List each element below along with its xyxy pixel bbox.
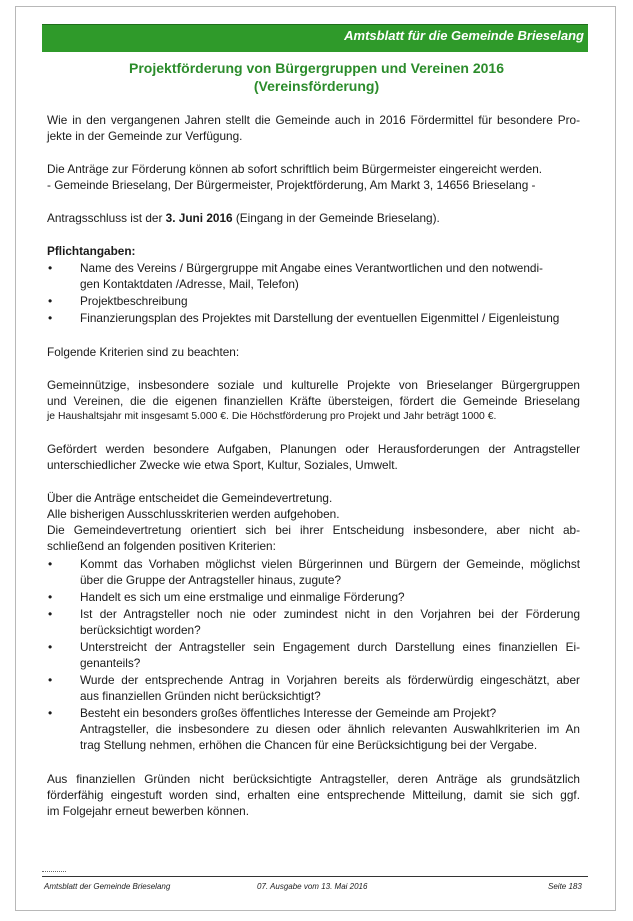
closing-line-1: Aus finanziellen Gründen nicht berücksichtigte Antragsteller, deren Anträge als grundsätzlich — [47, 772, 580, 786]
required-item-2: Projektbeschreibung — [80, 294, 188, 308]
deadline-date: 3. Juni 2016 — [165, 211, 233, 225]
positive-item-3-line-2: berücksichtigt worden? — [80, 623, 201, 637]
bullet — [48, 606, 52, 622]
bullet — [48, 589, 52, 605]
positive-item-1-line-2: über die Gruppe der Antragsteller hinaus, zugute? — [80, 573, 342, 587]
special-line-2: unterschiedlicher Zwecke wie etwa Sport, Kultur, Soziales, Umwelt. — [47, 458, 398, 472]
header-banner — [42, 24, 588, 52]
positive-item-5-line-2: aus finanziellen Gründen nicht berücksichtigt? — [80, 689, 321, 703]
bullet — [48, 310, 52, 326]
footer-tick — [42, 871, 66, 872]
bullet — [48, 293, 52, 309]
closing-line-3: im Folgejahr erneut bewerben können. — [47, 804, 249, 818]
required-item-1-line-2: gen Kontaktdaten /Adresse, Mail, Telefon) — [80, 277, 299, 291]
funding-line-3: je Haushaltsjahr mit insgesamt 5.000 €. Die Höchstförderung pro Projekt und Jahr beträgt 1000 €. — [47, 411, 497, 422]
bullet — [48, 639, 52, 655]
bullet — [48, 556, 52, 572]
positive-item-3-line-1: Ist der Antragsteller noch nie oder zumindest nicht in den Vorjahren bei der Förderung — [80, 607, 580, 621]
article-subtitle: (Vereinsförderung) — [253, 78, 380, 94]
decision-line-1: Über die Anträge entscheidet die Gemeindevertretung. — [47, 491, 333, 505]
closing-line-2: förderfähig eingestuft worden sind, erhalten eine entsprechende Mitteilung, damit sie sich ggf. — [47, 788, 580, 802]
positive-item-6-line-3: trag Stellung nehmen, erhöhen die Chancen für eine Berücksichtigung bei der Vergabe. — [80, 738, 538, 752]
funding-line-1: Gemeinnützige, insbesondere soziale und kulturelle Projekte von Brieselanger Bürgergruppen — [47, 378, 580, 392]
decision-line-2: Alle bisherigen Ausschlusskriterien werden aufgehoben. — [47, 507, 340, 521]
criteria-intro: Folgende Kriterien sind zu beachten: — [47, 345, 240, 359]
intro-line-1: Wie in den vergangenen Jahren stellt die Gemeinde auch in 2016 Fördermittel für besondere Pro- — [47, 113, 580, 127]
required-item-3: Finanzierungsplan des Projektes mit Darstellung der eventuellen Eigenmittel / Eigenleistung — [80, 311, 560, 325]
footer-rule — [42, 876, 588, 877]
application-address: - Gemeinde Brieselang, Der Bürgermeister, Projektförderung, Am Markt 3, 14656 Brieselang - — [47, 178, 536, 192]
positive-item-6-line-1: Besteht ein besonders großes öffentliches Interesse der Gemeinde am Projekt? — [80, 706, 497, 720]
article-title: Projektförderung von Bürgergruppen und Vereinen 2016 — [129, 60, 504, 76]
funding-line-2: und Vereinen, die die eigenen finanziellen Kräfte übersteigen, fördert die Gemeinde Brieselang — [47, 394, 580, 408]
application-line-1: Die Anträge zur Förderung können ab sofort schriftlich beim Bürgermeister eingereicht werden. — [47, 162, 543, 176]
positive-item-6-line-2: Antragsteller, die insbesondere zu diesen oder ähnlich relevanten Auswahlkriterien im An — [80, 722, 580, 736]
bullet — [48, 260, 52, 276]
intro-line-2: jekte in der Gemeinde zur Verfügung. — [47, 129, 243, 143]
positive-item-4-line-2: genanteils? — [80, 656, 141, 670]
banner-title: Amtsblatt für die Gemeinde Brieselang — [344, 28, 584, 43]
footer-issue: 07. Ausgabe vom 13. Mai 2016 — [257, 882, 368, 891]
special-line-1: Gefördert werden besondere Aufgaben, Planungen oder Herausforderungen der Antragsteller — [47, 442, 580, 456]
deadline-suffix: (Eingang in der Gemeinde Brieselang). — [232, 211, 440, 225]
bullet — [48, 705, 52, 721]
positive-item-5-line-1: Wurde der entsprechende Antrag in Vorjahren bereits als förderwürdig eingeschätzt, aber — [80, 673, 580, 687]
decision-line-3: Die Gemeindevertretung orientiert sich bei ihrer Entscheidung insbesondere, aber nicht ab- — [47, 523, 580, 537]
deadline-prefix: Antragsschluss ist der — [47, 211, 166, 225]
required-heading: Pflichtangaben: — [47, 244, 136, 258]
footer-page-number: Seite 183 — [548, 882, 582, 891]
decision-line-4: schließend an folgenden positiven Kriterien: — [47, 539, 276, 553]
required-item-1-line-1: Name des Vereins / Bürgergruppe mit Angabe eines Verantwortlichen und den notwendi- — [80, 261, 543, 275]
positive-item-1-line-1: Kommt das Vorhaben möglichst vielen Bürgerinnen und Bürgern der Gemeinde, möglichst — [80, 557, 580, 571]
bullet — [48, 672, 52, 688]
positive-item-2: Handelt es sich um eine erstmalige und einmalige Förderung? — [80, 590, 405, 604]
deadline-line — [47, 210, 440, 226]
positive-item-4-line-1: Unterstreicht der Antragsteller sein Engagement durch Darstellung eines finanziellen Ei- — [80, 640, 580, 654]
footer-publication: Amtsblatt der Gemeinde Brieselang — [44, 882, 171, 891]
